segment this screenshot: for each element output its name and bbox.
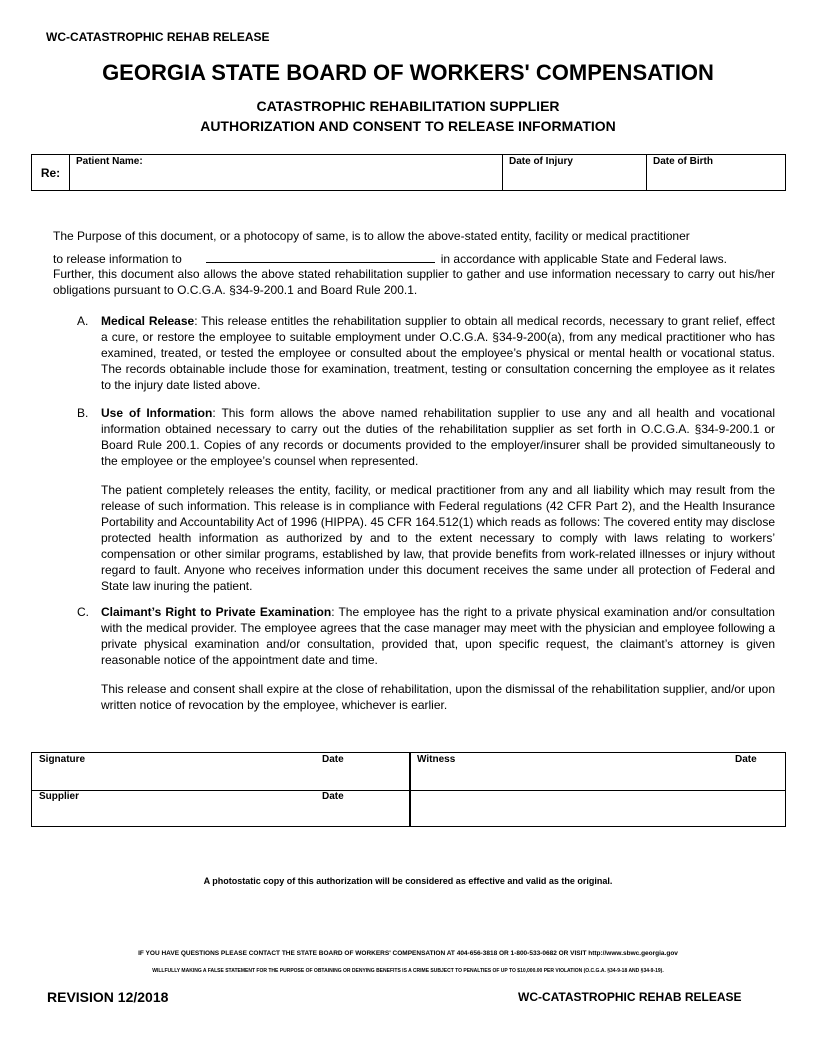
item-b-text [101,405,775,469]
photostatic-note: A photostatic copy of this authorization will be considered as effective and valid as the original. [203,876,613,886]
item-a-heading: Medical Release [101,314,195,328]
intro-line-2 [53,251,775,267]
item-c-body: : The employee has the right to a private physical examination and/or consultation with the medical provider. The employee agrees that the case manager may meet with the physician and employee following a private physical examination and/or consultation, provided that, upon specific request, the claimant’s attorney is given reasonable notice of the appointment date and time. [101,605,775,667]
date-of-birth-field[interactable] [646,155,785,190]
form-code-top: WC-CATASTROPHIC REHAB RELEASE [46,30,270,44]
item-b-letter: B. [77,406,89,420]
contact-note: IF YOU HAVE QUESTIONS PLEASE CONTACT THE STATE BOARD OF WORKERS' COMPENSATION AT 404-656-3818 OR 1-800-533-0682 OR VISIT http://www.sbwc.georgia.gov [138,950,678,957]
signature-date-field[interactable]: Date [322,754,344,765]
item-a-body: : This release entitles the rehabilitation supplier to obtain all medical records, necessary to grant relief, effect a cure, or restore the employee to suitable employment under O.C.G.A. §34-9-200(a), from any medical practitioner who has examined, treated, or tested the employee or consulted about the employee’s physical or mental health or vocational status. The records obtainable include those for examination, treatment, testing or consultation concerning the employee as it relates to the injury date listed above. [101,314,775,392]
intro-line-2-end: in accordance with applicable State and Federal laws. [440,252,727,266]
item-c-text [101,604,775,668]
subtitle-line-2: AUTHORIZATION AND CONSENT TO RELEASE INFORMATION [200,118,616,134]
fraud-warning: WILLFULLY MAKING A FALSE STATEMENT FOR THE PURPOSE OF OBTAINING OR DENYING BENEFITS IS A CRIME SUBJECT TO PENALTIES OF UP TO $10,000.00 PER VIOLATION (O.C.G.A. §34-9-18 AND §34-9-19). [152,968,664,974]
item-a-letter: A. [77,314,89,328]
item-b-body: : This form allows the above named rehabilitation supplier to use any and all health and vocational information obtained necessary to carry out the duties of the rehabilitation supplier as set forth in O.C.G.A. §34-9-200.1 or Board Rule 200.1. Copies of any records or documents provided to the employer/insurer shall be provided simultaneously to the employee or the employee’s counsel when represented. [101,406,775,468]
date-of-injury-label: Date of Injury [509,156,573,167]
intro-line-1: The Purpose of this document, or a photocopy of same, is to allow the above-stated entity, facility or medical practitioner [53,229,690,243]
supplier-date-field[interactable]: Date [322,791,344,802]
witness-date-field[interactable]: Date [735,754,757,765]
patient-info-table [31,154,786,191]
release-to-blank[interactable] [206,251,435,263]
patient-name-field[interactable] [69,155,502,190]
item-c-letter: C. [77,605,89,619]
supplier-field[interactable]: Supplier [39,791,80,802]
signature-field[interactable]: Signature [39,754,86,765]
signature-table [31,752,786,827]
item-a-text [101,313,775,393]
patient-name-label: Patient Name: [76,156,143,167]
subtitle-line-1: CATASTROPHIC REHABILITATION SUPPLIER [256,98,560,114]
supplier-row [32,790,785,827]
witness-field[interactable]: Witness [417,754,456,765]
item-c-heading: Claimant’s Right to Private Examination [101,605,332,619]
date-of-injury-field[interactable] [502,155,646,190]
intro-line-3: Further, this document also allows the above stated rehabilitation supplier to gather and use information necessary to carry out his/her obligations pursuant to O.C.G.A. §34-9-200.1 and Board Rule 200.1. [53,267,775,297]
page-title: GEORGIA STATE BOARD OF WORKERS' COMPENSATION [102,60,714,85]
item-c-paragraph-2: This release and consent shall expire at the close of rehabilitation, upon the dismissal of the rehabilitation supplier, and/or upon written notice of revocation by the employee, whichever is earlier. [101,682,775,712]
date-of-birth-label: Date of Birth [653,156,713,167]
form-code-bottom: WC-CATASTROPHIC REHAB RELEASE [518,990,742,1004]
item-b-paragraph-2: The patient completely releases the entity, facility, or medical practitioner from any and all liability which may result from the release of such information. This release is in compliance with Federal regulations (42 CFR Part 2), and the Health Insurance Portability and Accountability Act of 1996 (HIPPA). 45 CFR 164.512(1) which reads as follows: The covered entity may disclose protected health information as authorized by and to the extent necessary to comply with laws relating to workers’ compensation or other similar programs, established by law, that provide benefits from work-related illnesses or injury without regard to fault. Anyone who receives information under this document receives the same under all protection of Federal and State law inuring the patient. [101,483,775,593]
revision-label: REVISION 12/2018 [47,989,169,1005]
intro-line-2-start: to release information to [53,252,182,266]
item-b-heading: Use of Information [101,406,213,420]
re-label: Re: [40,165,61,180]
